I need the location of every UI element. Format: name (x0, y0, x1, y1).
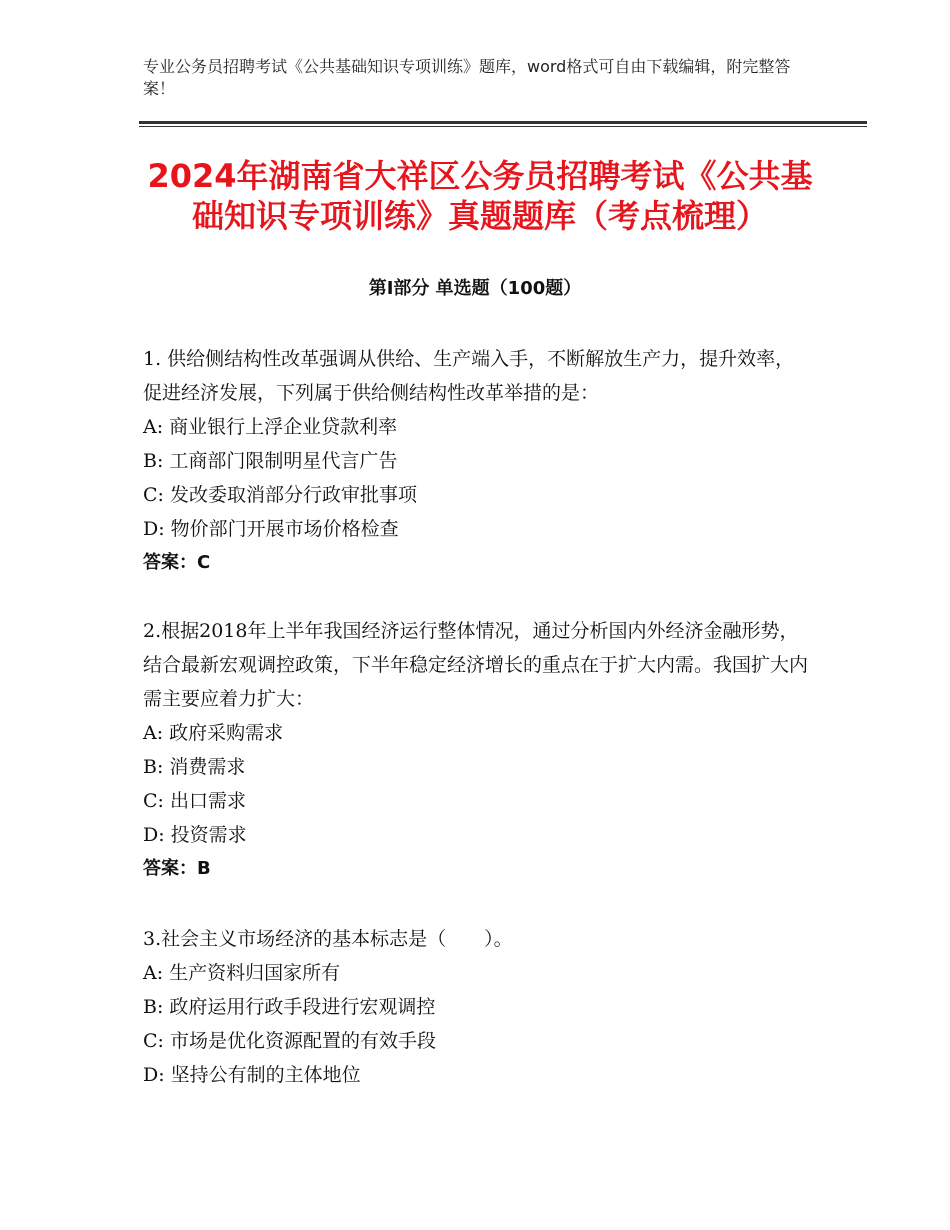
option-b: B: 政府运用行政手段进行宏观调控 (143, 996, 436, 1018)
option-c: C: 发改委取消部分行政审批事项 (143, 484, 417, 506)
option-a: A: 商业银行上浮企业贷款利率 (143, 416, 398, 438)
section-title: 第Ⅰ部分 单选题（100题） (368, 278, 582, 299)
option-b: B: 工商部门限制明星代言广告 (143, 450, 398, 472)
header-divider-thick (139, 121, 867, 124)
option-c: C: 市场是优化资源配置的有效手段 (143, 1030, 436, 1052)
option-d: D: 物价部门开展市场价格检查 (143, 518, 399, 540)
header-note: 专业公务员招聘考试《公共基础知识专项训练》题库，word格式可自由下载编辑，附完整答案！ (143, 57, 791, 98)
question-stem: 3.社会主义市场经济的基本标志是（ ）。 (143, 928, 513, 950)
document-title: 2024年湖南省大祥区公务员招聘考试《公共基础知识专项训练》真题题库（考点梳理） (147, 157, 813, 235)
option-c: C: 出口需求 (143, 790, 246, 812)
question-stem: 1. 供给侧结构性改革强调从供给、生产端入手，不断解放生产力，提升效率，促进经济发展，下列属于供给侧结构性改革举措的是： (143, 348, 795, 404)
answer: 答案：B (143, 858, 211, 879)
option-d: D: 坚持公有制的主体地位 (143, 1064, 361, 1086)
option-a: A: 政府采购需求 (143, 722, 284, 744)
option-d: D: 投资需求 (143, 824, 247, 846)
option-a: A: 生产资料归国家所有 (143, 962, 341, 984)
question-stem: 2.根据2018年上半年我国经济运行整体情况，通过分析国内外经济金融形势，结合最新宏观调控政策，下半年稳定经济增长的重点在于扩大内需。我国扩大内需主要应着力扩大： (143, 620, 809, 710)
option-b: B: 消费需求 (143, 756, 246, 778)
question-3 (143, 922, 813, 1092)
question-2 (143, 614, 813, 886)
question-1 (143, 342, 813, 580)
header-divider-thin (139, 126, 867, 127)
answer: 答案：C (143, 552, 211, 573)
